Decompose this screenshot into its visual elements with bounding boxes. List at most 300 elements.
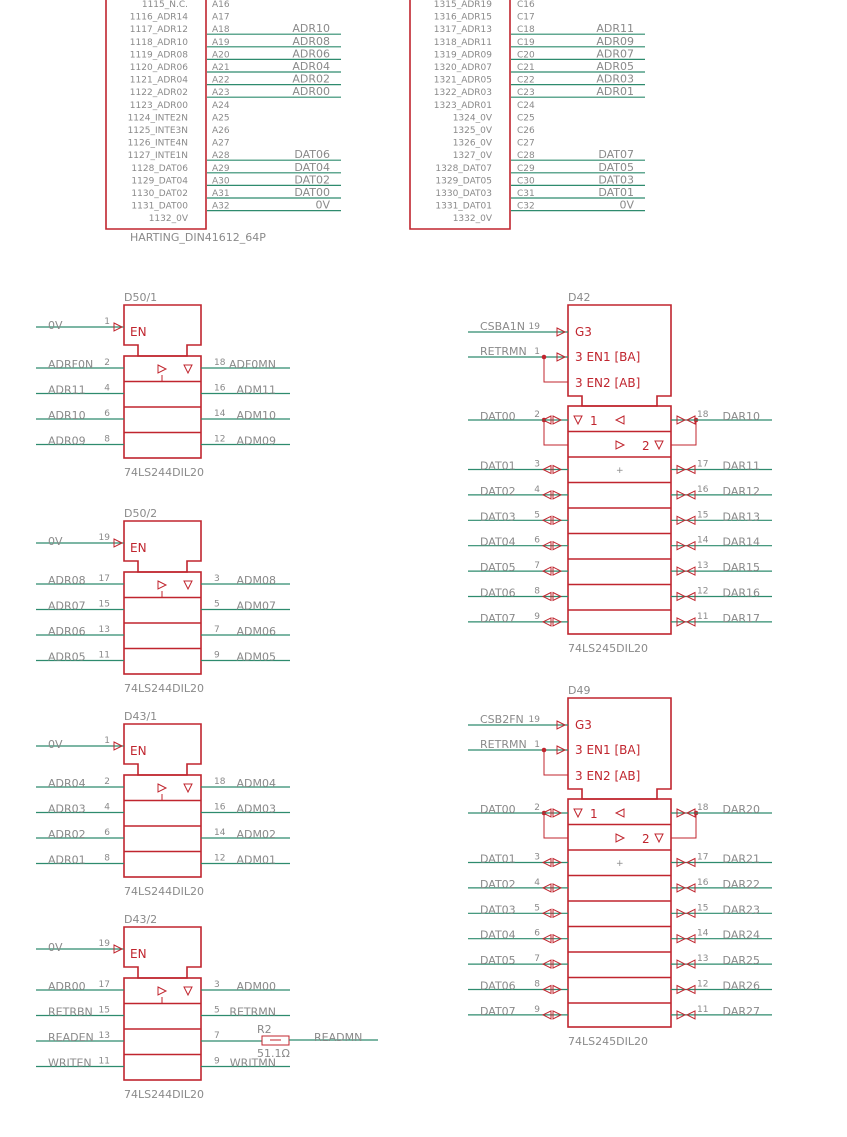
buffer-out-pin: 9 <box>214 650 220 661</box>
transceiver-a-net: DAT04 <box>480 535 516 549</box>
connector-net-label: ADR02 <box>292 72 330 86</box>
connector-signal-label: 1124_INTE2N <box>127 113 188 124</box>
connector-pin-label: A27 <box>212 138 230 149</box>
connector-net-label: DAT04 <box>294 160 330 174</box>
buffer-symbol-icon <box>158 784 166 792</box>
transceiver-a-pin: 4 <box>534 484 540 495</box>
buffer-in-pin: 17 <box>98 574 110 584</box>
connector-2 <box>410 0 645 229</box>
buffer-en-net: 0V <box>48 738 63 751</box>
buffer-in-pin: 13 <box>98 625 110 635</box>
connector-signal-label: 1123_ADR00 <box>129 100 188 111</box>
transceiver-b-pin: 18 <box>697 410 709 420</box>
transceiver-b-net: DAR15 <box>722 561 760 575</box>
buffer-en-text: EN <box>130 947 147 961</box>
transceiver-b-net: DAR25 <box>722 954 760 968</box>
connector-signal-label: 1116_ADR14 <box>129 12 188 23</box>
buffer-in-net: ADR09 <box>48 434 86 448</box>
buffer-out-pin: 7 <box>214 625 220 635</box>
transceiver-b-pin: 16 <box>697 877 709 888</box>
transceiver-b-net: DAR13 <box>722 510 760 524</box>
buffer-in-net: ADRF0N <box>48 358 94 371</box>
transceiver-ref: D49 <box>568 684 591 697</box>
connector-layer <box>106 0 645 244</box>
buffer-symbol-icon <box>158 987 166 995</box>
connector-pin-label: C25 <box>517 113 535 124</box>
connector-pin-label: A25 <box>212 113 230 124</box>
transceiver-a-pin: 3 <box>534 459 540 470</box>
connector-signal-label: 1131_DAT00 <box>131 201 188 212</box>
transceiver-ref: D42 <box>568 291 591 304</box>
connector-pin-label: C31 <box>517 189 535 199</box>
buffer-out-net: ADM06 <box>236 625 276 638</box>
transceiver-dir-link <box>544 750 568 775</box>
connector-pin-label: A17 <box>212 12 230 23</box>
transceiver-b-link <box>671 420 696 445</box>
buffer-symbol-icon <box>158 365 166 373</box>
connector-net-label: ADR11 <box>596 22 634 36</box>
connector-pin-label: C28 <box>517 151 535 162</box>
connector-pin-label: C27 <box>517 138 535 149</box>
buffer-in-net: ADR00 <box>48 980 86 993</box>
connector-pin-label: C23 <box>517 88 535 99</box>
connector-signal-label: 1321_ADR05 <box>433 75 492 86</box>
buffer-in-net: ADR01 <box>48 853 86 867</box>
connector-pin-label: C29 <box>517 163 535 174</box>
connector-net-label: ADR07 <box>596 47 634 61</box>
buffer-value: 74LS244DIL20 <box>124 682 204 695</box>
connector-net-label: ADR10 <box>292 22 330 36</box>
transceiver-g-text: G3 <box>575 718 592 732</box>
buffer-en-net: 0V <box>48 319 63 332</box>
buffer-in-net: ADR10 <box>48 409 86 422</box>
transceiver-a-pin: 5 <box>534 510 540 521</box>
buffer-en-pin: 1 <box>104 317 110 327</box>
connector-pin-label: A22 <box>212 75 230 86</box>
transceiver-a-pin: 9 <box>534 611 540 622</box>
transceiver-a-sym: 1 <box>590 807 598 821</box>
transceiver-a-pin: 3 <box>534 852 540 863</box>
connector-pin-label: C30 <box>517 176 535 187</box>
transceiver-b-pin: 12 <box>697 586 709 597</box>
transceiver-b-net: DAR17 <box>722 611 760 625</box>
buffer-layer <box>36 291 290 1101</box>
connector-pin-label: C18 <box>517 25 535 36</box>
transceiver-a-pin: 7 <box>534 954 540 965</box>
transceiver-b-net: DAR16 <box>722 586 760 600</box>
connector-signal-label: 1322_ADR03 <box>433 88 492 99</box>
connector-net-label: 0V <box>315 198 330 212</box>
transceiver-a-net: DAT00 <box>480 410 516 423</box>
transceiver-body <box>568 799 671 1027</box>
connector-pin-label: A23 <box>212 88 230 99</box>
transceiver-b-net: DAR14 <box>722 535 760 549</box>
transceiver-g-text: G3 <box>575 325 592 339</box>
transceiver-a-pin: 8 <box>534 979 540 990</box>
transceiver-b-pin: 17 <box>697 459 709 470</box>
transceiver-g-net: CSBA1N <box>480 320 525 333</box>
buffer-value: 74LS244DIL20 <box>124 1088 204 1101</box>
buffer-out-pin: 3 <box>214 980 220 990</box>
transceiver-b-pin: 18 <box>697 803 709 813</box>
transceiver-b-net: DAR26 <box>722 979 760 993</box>
buffer-tristate-icon <box>184 784 192 792</box>
transceiver-b-pin: 15 <box>697 903 709 914</box>
buffer-in-net: ADR04 <box>48 777 86 790</box>
connector-pin-label: C20 <box>517 50 535 61</box>
transceiver-b-pin: 13 <box>697 954 709 965</box>
buffer-value: 74LS244DIL20 <box>124 466 204 479</box>
buffer-value: 74LS244DIL20 <box>124 885 204 898</box>
transceiver-b-tristate-icon <box>655 441 663 449</box>
transceiver-a-tristate-icon <box>574 809 582 817</box>
connector-signal-label: 1325_0V <box>452 126 492 136</box>
transceiver-b-pin: 11 <box>697 1004 709 1015</box>
connector-signal-label: 1128_DAT06 <box>131 163 188 174</box>
buffer-in-pin: 11 <box>98 1056 110 1067</box>
connector-net-label: ADR04 <box>292 60 330 73</box>
transceiver-a-net: DAT07 <box>480 611 516 625</box>
transceiver-a-net: DAT01 <box>480 852 516 866</box>
connector-net-label: DAT05 <box>598 160 634 174</box>
transceiver-a-pin: 2 <box>534 410 540 420</box>
buffer-in-pin: 2 <box>104 358 110 368</box>
buffer-in-pin: 13 <box>98 1031 110 1041</box>
buffer-in-pin: 8 <box>104 853 110 864</box>
transceiver-layer <box>468 291 772 1048</box>
connector-signal-label: 1330_DAT03 <box>435 189 492 199</box>
connector-net-label: ADR06 <box>292 47 330 61</box>
buffer-in-net: RETRBN <box>48 1005 93 1019</box>
connector-net-label: ADR03 <box>596 72 634 86</box>
transceiver-a-pin: 9 <box>534 1004 540 1015</box>
transceiver-a-sym: 1 <box>590 414 598 428</box>
transceiver-b-net: DAR12 <box>722 484 760 498</box>
buffer-in-net: ADR05 <box>48 650 86 664</box>
connector-pin-label: A28 <box>212 151 230 162</box>
transceiver-D42 <box>468 291 772 655</box>
connector-signal-label: 1323_ADR01 <box>433 100 492 111</box>
connector-pin-label: A32 <box>212 201 230 212</box>
connector-signal-label: 1120_ADR06 <box>129 63 188 73</box>
transceiver-g-net: CSB2FN <box>480 713 524 726</box>
connector-signal-label: 1118_ADR10 <box>129 37 188 48</box>
buffer-en-text: EN <box>130 325 147 339</box>
buffer-in-pin: 11 <box>98 650 110 661</box>
transceiver-b-pin: 16 <box>697 484 709 495</box>
buffer-out-net: ADM04 <box>236 777 276 790</box>
connector-pin-label: A24 <box>212 100 230 111</box>
connector-pin-label: A19 <box>212 37 230 48</box>
buffer-symbol-icon <box>158 581 166 589</box>
buffer-out-net: ADF0MN <box>228 358 276 371</box>
transceiver-a-net: DAT04 <box>480 928 516 942</box>
transceiver-b-dir-icon <box>616 834 624 842</box>
buffer-in-pin: 6 <box>104 828 110 838</box>
transceiver-a-net: DAT05 <box>480 954 516 968</box>
connector-signal-label: 1328_DAT07 <box>435 163 492 174</box>
transceiver-body <box>568 406 671 634</box>
connector-pin-label: C21 <box>517 63 535 73</box>
connector-net-label: DAT07 <box>598 148 634 162</box>
transceiver-plus-mark: + <box>616 466 624 476</box>
transceiver-b-net: DAR24 <box>722 928 760 942</box>
buffer-in-net: WRITEN <box>48 1056 92 1070</box>
buffer-en-text: EN <box>130 744 147 758</box>
transceiver-b-net: DAR10 <box>722 410 760 423</box>
buffer-out-net: ADM01 <box>236 853 276 867</box>
buffer-in-net: ADR11 <box>48 383 86 397</box>
buffer-out-net: ADM08 <box>236 574 276 587</box>
connector-net-label: 0V <box>619 198 634 212</box>
buffer-in-pin: 15 <box>98 599 110 610</box>
buffer-in-pin: 8 <box>104 434 110 445</box>
connector-signal-label: 1115_N.C. <box>141 0 188 10</box>
transceiver-b-net: DAR27 <box>722 1004 760 1018</box>
buffer-out-net: ADM10 <box>236 409 276 422</box>
transceiver-en2-text: 3 EN2 [AB] <box>575 376 641 390</box>
transceiver-b-pin: 14 <box>697 535 709 546</box>
buffer-tristate-icon <box>184 365 192 373</box>
connector-net-label: ADR00 <box>292 85 330 99</box>
buffer-in-net: READEN <box>48 1031 94 1044</box>
buffer-out-pin: 5 <box>214 1005 220 1016</box>
transceiver-dir-net: RETRMN <box>480 345 527 358</box>
buffer-out-pin: 12 <box>214 434 226 445</box>
transceiver-a-tristate-icon <box>574 416 582 424</box>
transceiver-g-pin: 19 <box>528 322 540 332</box>
transceiver-a-net: DAT07 <box>480 1004 516 1018</box>
transceiver-b-tristate-icon <box>655 834 663 842</box>
transceiver-b-sym: 2 <box>642 832 650 846</box>
connector-net-label: ADR01 <box>596 85 634 99</box>
connector-pin-label: A29 <box>212 163 230 174</box>
connector-signal-label: 1316_ADR15 <box>433 12 492 23</box>
buffer-ref: D43/2 <box>124 913 158 926</box>
buffer-in-pin: 6 <box>104 409 110 419</box>
transceiver-a-net: DAT06 <box>480 979 516 993</box>
transceiver-value: 74LS245DIL20 <box>568 642 648 655</box>
connector-signal-label: 1132_0V <box>148 214 188 225</box>
buffer-D50-2 <box>36 507 290 695</box>
buffer-out-pin: 12 <box>214 853 226 864</box>
connector-pin-label: C26 <box>517 126 535 136</box>
transceiver-dir-pin: 1 <box>534 347 540 357</box>
transceiver-b-net: DAR22 <box>722 877 760 891</box>
buffer-out-net: ADM11 <box>236 383 276 397</box>
buffer-in-pin: 15 <box>98 1005 110 1016</box>
resistor-ref: R2 <box>257 1023 272 1036</box>
connector-signal-label: 1126_INTE4N <box>127 138 188 149</box>
connector-pin-label: C19 <box>517 37 535 48</box>
transceiver-a-link <box>544 813 568 838</box>
connector-pin-label: A31 <box>212 189 230 199</box>
transceiver-a-net: DAT02 <box>480 877 516 891</box>
connector-signal-label: 1119_ADR08 <box>129 50 188 61</box>
connector-signal-label: 1332_0V <box>452 214 492 225</box>
transceiver-a-pin: 6 <box>534 928 540 939</box>
connector-signal-label: 1327_0V <box>452 151 492 162</box>
buffer-out-pin: 16 <box>214 802 226 813</box>
connector-signal-label: 1319_ADR09 <box>433 50 492 61</box>
buffer-out-net: WRITMN <box>229 1056 276 1070</box>
buffer-en-pin: 1 <box>104 736 110 746</box>
transceiver-a-net: DAT01 <box>480 459 516 473</box>
connector-net-label: ADR05 <box>596 60 634 73</box>
transceiver-b-pin: 15 <box>697 510 709 521</box>
buffer-ref: D50/1 <box>124 291 158 304</box>
connector-signal-label: 1121_ADR04 <box>129 75 188 86</box>
connector-net-label: DAT03 <box>598 173 634 187</box>
transceiver-b-pin: 17 <box>697 852 709 863</box>
transceiver-a-pin: 2 <box>534 803 540 813</box>
transceiver-a-pin: 7 <box>534 561 540 572</box>
readmn-net-label: READMN <box>314 1031 363 1044</box>
connector-signal-label: 1318_ADR11 <box>433 37 492 48</box>
transceiver-a-net: DAT03 <box>480 510 516 524</box>
transceiver-a-net: DAT05 <box>480 561 516 575</box>
transceiver-a-dir-icon <box>616 416 624 424</box>
connector-pin-label: C32 <box>517 201 535 212</box>
connector-signal-label: 1130_DAT02 <box>131 189 188 199</box>
connector-signal-label: 1329_DAT05 <box>435 176 492 187</box>
transceiver-D49 <box>468 684 772 1048</box>
connector-pin-label: A20 <box>212 50 230 61</box>
transceiver-a-net: DAT03 <box>480 903 516 917</box>
buffer-out-net: RETRMN <box>229 1005 276 1019</box>
connector-pin-label: C22 <box>517 75 535 86</box>
buffer-out-pin: 14 <box>214 828 226 838</box>
transceiver-b-dir-icon <box>616 441 624 449</box>
transceiver-a-net: DAT02 <box>480 484 516 498</box>
resistor-r2 <box>257 1023 378 1060</box>
connector-pin-label: C16 <box>517 0 535 10</box>
transceiver-a-pin: 4 <box>534 877 540 888</box>
transceiver-plus-mark: + <box>616 859 624 869</box>
buffer-out-pin: 18 <box>214 777 226 787</box>
buffer-out-pin: 16 <box>214 383 226 394</box>
transceiver-a-net: DAT00 <box>480 803 516 816</box>
connector-signal-label: 1331_DAT01 <box>435 201 492 212</box>
connector-net-label: DAT06 <box>294 148 330 162</box>
connector-pin-label: A30 <box>212 176 230 187</box>
connector-net-label: ADR09 <box>596 34 634 48</box>
transceiver-b-net: DAR11 <box>722 459 760 473</box>
buffer-out-pin: 14 <box>214 409 226 419</box>
connector-signal-label: 1326_0V <box>452 138 492 149</box>
transceiver-dir-net: RETRMN <box>480 738 527 751</box>
buffer-en-pin: 19 <box>98 533 110 543</box>
buffer-tristate-icon <box>184 987 192 995</box>
transceiver-a-pin: 6 <box>534 535 540 546</box>
transceiver-b-pin: 14 <box>697 928 709 939</box>
connector-pin-label: A16 <box>212 0 230 10</box>
buffer-en-net: 0V <box>48 535 63 548</box>
buffer-out-pin: 9 <box>214 1056 220 1067</box>
transceiver-a-link <box>544 420 568 445</box>
transceiver-b-pin: 13 <box>697 561 709 572</box>
buffer-in-pin: 4 <box>104 383 110 394</box>
buffer-out-net: ADM02 <box>236 828 276 841</box>
buffer-en-net: 0V <box>48 941 63 954</box>
buffer-in-pin: 4 <box>104 802 110 813</box>
connector-signal-label: 1320_ADR07 <box>433 63 492 73</box>
connector-net-label: ADR08 <box>292 34 330 48</box>
transceiver-a-net: DAT06 <box>480 586 516 600</box>
buffer-out-pin: 7 <box>214 1031 220 1041</box>
connector-signal-label: 1122_ADR02 <box>129 88 188 99</box>
transceiver-en1-text: 3 EN1 [BA] <box>575 743 641 757</box>
connector-signal-label: 1315_ADR19 <box>433 0 492 10</box>
connector-net-label: DAT02 <box>294 173 330 187</box>
resistor-value: 51.1Ω <box>257 1047 290 1060</box>
transceiver-a-pin: 5 <box>534 903 540 914</box>
buffer-en-pin: 19 <box>98 939 110 949</box>
connector-signal-label: 1317_ADR13 <box>433 25 492 36</box>
connector-signal-label: 1125_INTE3N <box>127 126 188 136</box>
buffer-in-net: ADR03 <box>48 802 86 816</box>
buffer-D50-1 <box>36 291 290 479</box>
buffer-in-net: ADR08 <box>48 574 86 587</box>
transceiver-a-dir-icon <box>616 809 624 817</box>
buffer-D43-1 <box>36 710 290 898</box>
connector-net-label: DAT01 <box>598 186 634 199</box>
connector-net-label: DAT00 <box>294 186 330 199</box>
buffer-ref: D50/2 <box>124 507 158 520</box>
buffer-ref: D43/1 <box>124 710 158 723</box>
connector-signal-label: 1117_ADR12 <box>129 25 188 36</box>
connector-signal-label: 1129_DAT04 <box>131 176 188 187</box>
transceiver-b-link <box>671 813 696 838</box>
buffer-in-pin: 17 <box>98 980 110 990</box>
transceiver-b-net: DAR20 <box>722 803 760 816</box>
buffer-in-net: ADR07 <box>48 599 86 613</box>
buffer-out-net: ADM05 <box>236 650 276 664</box>
buffer-out-net: ADM07 <box>236 599 276 613</box>
transceiver-a-pin: 8 <box>534 586 540 597</box>
transceiver-b-net: DAR23 <box>722 903 760 917</box>
buffer-out-pin: 18 <box>214 358 226 368</box>
connector-pin-label: A21 <box>212 63 230 73</box>
transceiver-b-sym: 2 <box>642 439 650 453</box>
buffer-out-pin: 5 <box>214 599 220 610</box>
transceiver-dir-link <box>544 357 568 382</box>
connector-signal-label: 1324_0V <box>452 113 492 124</box>
buffer-out-net: ADM00 <box>236 980 276 993</box>
connector-pin-label: A26 <box>212 126 230 136</box>
buffer-out-net: ADM03 <box>236 802 276 816</box>
transceiver-b-pin: 11 <box>697 611 709 622</box>
connector-name: HARTING_DIN41612_64P <box>130 231 266 244</box>
connector-pin-label: C24 <box>517 100 535 111</box>
buffer-tristate-icon <box>184 581 192 589</box>
buffer-out-net: ADM09 <box>236 434 276 448</box>
buffer-D43-2 <box>36 913 290 1101</box>
buffer-out-pin: 3 <box>214 574 220 584</box>
transceiver-en2-text: 3 EN2 [AB] <box>575 769 641 783</box>
buffer-en-text: EN <box>130 541 147 555</box>
buffer-in-net: ADR02 <box>48 828 86 841</box>
transceiver-dir-pin: 1 <box>534 740 540 750</box>
transceiver-value: 74LS245DIL20 <box>568 1035 648 1048</box>
transceiver-g-pin: 19 <box>528 715 540 725</box>
connector-pin-label: C17 <box>517 12 535 23</box>
transceiver-en1-text: 3 EN1 [BA] <box>575 350 641 364</box>
connector-1 <box>106 0 341 244</box>
transceiver-b-pin: 12 <box>697 979 709 990</box>
connector-pin-label: A18 <box>212 25 230 36</box>
connector-signal-label: 1127_INTE1N <box>127 151 188 162</box>
